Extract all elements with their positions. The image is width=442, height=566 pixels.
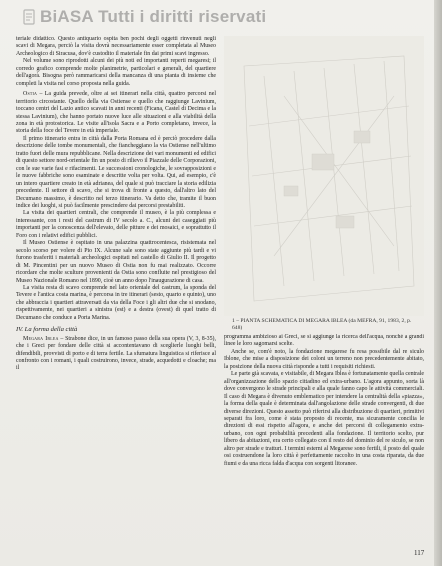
paragraph: Anche se, com'è noto, la fondazione megarese fu resa possibile dal re siculo Iblone, che mise a disposizione dei coloni un terreno non precedentemente abitato, la posizione della nuova città risponde a tutti i requisiti richiesti.: [224, 348, 424, 370]
paragraph-ostia: [16, 91, 216, 136]
paragraph-lead: Ostia: [23, 91, 38, 98]
page-gutter-shadow: [434, 0, 442, 566]
watermark-text: BiASA Tutti i diritti riservati: [40, 7, 267, 26]
paragraph: Le parte già scavata, e visitabile, di Megara Iblea è fortunatamente quella centrale all'organizzazione dello spazio cittadino ed extra-urbano. L'agora appunto, sorta là dove convergono le strade principali e alla quale fanno capo le attività commerciali. Il caso di Megara è divenuto emblematico per intendere la centralità della «piazza», la forma della quale è determinata dall'angolazione delle strade convergenti, di due diverse direzioni. Questo assetto può riferirsi alla distribuzione di quartieri, primitivi separati fra loro, come è stata proposto di recente, ma sicuramente concilia le direzioni di essi rispetto all'agora, e anche dei percorsi di collegamento extra-urbano, con ogni probabilità precedenti alla fondazione. Il territorio scelto, pur libero da abitazioni, era certo collegato con il resto del dominio del re siculo, se non altro per strade e tratturi. I termini esterni al Megarese sono fertili, il posto del quale osi costruendone la loro città è perfettamente raccolto in una costa riparata, da due fiumi e da una ricca falda d'acqua con sorgenti litoranee.: [224, 371, 424, 467]
section-heading: IV. La forma della città: [16, 326, 78, 334]
paragraph: programma ambizioso ai Greci, se si aggiunge la ricerca dell'acqua, nonché a grandi linee le loro sagomarsi scelte.: [224, 334, 424, 348]
paragraph-megara: [16, 336, 216, 373]
paragraph: La visita resta di scavo comprende nel lato orientale del castrum, la sponda del Tevere e l'antica costa marina, è percorsa in tre itinerari (sesto, quarto e quinto), uno che abbraccia i quartieri attraversati da via della Foce i gli altri due che si snodano, rispettivamente, nei quartieri a sinistra (est) e a destra (ovest) di quel tratto di Decumano che conduce a Porta Marina.: [16, 284, 216, 321]
paragraph-lead: Megara Iblea: [23, 335, 59, 342]
paragraph-body: – Strabone dice, in un famoso passo della sua opera (V, 3, 8-35), che i Greci per fondare delle città si accontentavano di sceglierle luoghi belli, difendibili, provvisti di porto e di terra fertile. La sfumatura linguistica si riferisce al confronto con i romani, i quali costruirono, invece, strade, acquedotti e cloache; ma il: [16, 335, 216, 372]
paragraph: Nel volume sono riprodotti alcuni dei più noti ed importanti reperti megaresi; il corredo grafico comprende molte planimetrie, particolari e generali, del quartiere dell'agorà. Bisogna però rammaricarsi della mancanza di una pianta di insieme che completi la visita nel corso proposta nella guida.: [16, 58, 216, 87]
megara-site-plan: [224, 36, 424, 316]
page-number: 117: [414, 549, 425, 557]
right-text-column: [224, 334, 424, 504]
paragraph: Il Museo Ostiense è ospitato in una palazzina quattrocentesca, risistemata nel secolo scorso per volere di Pio IX. Alcune sale sono state aggiunte più tardi e vi furono trasferiti i materiali archeologici ospitati nel castello di Giulio II. Il progetto di M. Pincentini per un nuovo Museo di Ostia non fu mai realizzato. Occorre ricordare che molte sculture provenienti da Ostia sono confluite nel prestigioso del Museo Nazionale Romano nel 1890, cioè un anno dopo l'inaugurazione di casa.: [16, 240, 216, 284]
site-plan-figure: [224, 36, 424, 316]
paragraph: Il primo itinerario entra in città dalla Porta Romana ed è perciò procedere dalla descrizione delle tombe monumentali, che fiancheggiano la via Ostiense nell'ultimo tratto fuori delle mura repubblicane. Nella descrizione dei vari monumenti ed edifici di questo settore nord-orientale fin un posto di rilievo il Piazzale delle Corporazioni, con le sue varie fasi e rifacimenti. Le successioni cronologiche, le sovrapposizioni e le nuove fabbriche sono esaminate e descritte volta per volta. Qui, ad esempio, c'è un intero quartiere creato in età adrianea, del quale si può tracciare la storia edilizia precedente. Il settore di scavo, che si trova di fronte a questo, dall'altro lato del Decumano massimo, è descritto nel terzo itinerario. Va detto che, tramite il buon indice dei luoghi, si può facilmente prescindere dai percorsi prestabiliti.: [16, 135, 216, 209]
paragraph: La visita dei quartieri centrali, che comprende il museo, è la più complessa e interessante, con i resti del castrum di IV secolo a. C., alcuni dei caseggiati più importanti per la conoscenza dell'elevato, delle pitture e dei mosaici, e soprattutto il Foro con i relativi edifici pubblici.: [16, 210, 216, 239]
figure-caption: 1 – PIANTA SCHEMATICA DI MEGARA IBLEA (da MEFRA, 91, 1983, 2, p. 648): [232, 318, 412, 331]
left-text-column: [16, 36, 216, 556]
paragraph-body: – La guida prevede, oltre ai sei itinerari nella città, quattro percorsi nel territorio circostante. Quello della via Ostiense e quello che raggiunge Lavinium, toccano centri del Lazio antico scavati in anni recenti (Ficana, Castel di Decima e la stessa Lavinium), che hanno portato nuove luce alle situazioni e alla viabilità della zona in età protostorica. Le visite all'isola Sacra e a Porto completano, invece, la storia della foce del Tevere in età imperiale.: [16, 91, 216, 135]
paragraph: teriale didattico. Questo antiquario ospita ben pochi degli oggetti rinvenuti negli scavi di Megara, perciò la visita dovrà necessariamente esser completata al Museo Archeologico di Siracusa, dov'è custodito il materiale fin dai primi scavi ingresso.: [16, 36, 216, 57]
